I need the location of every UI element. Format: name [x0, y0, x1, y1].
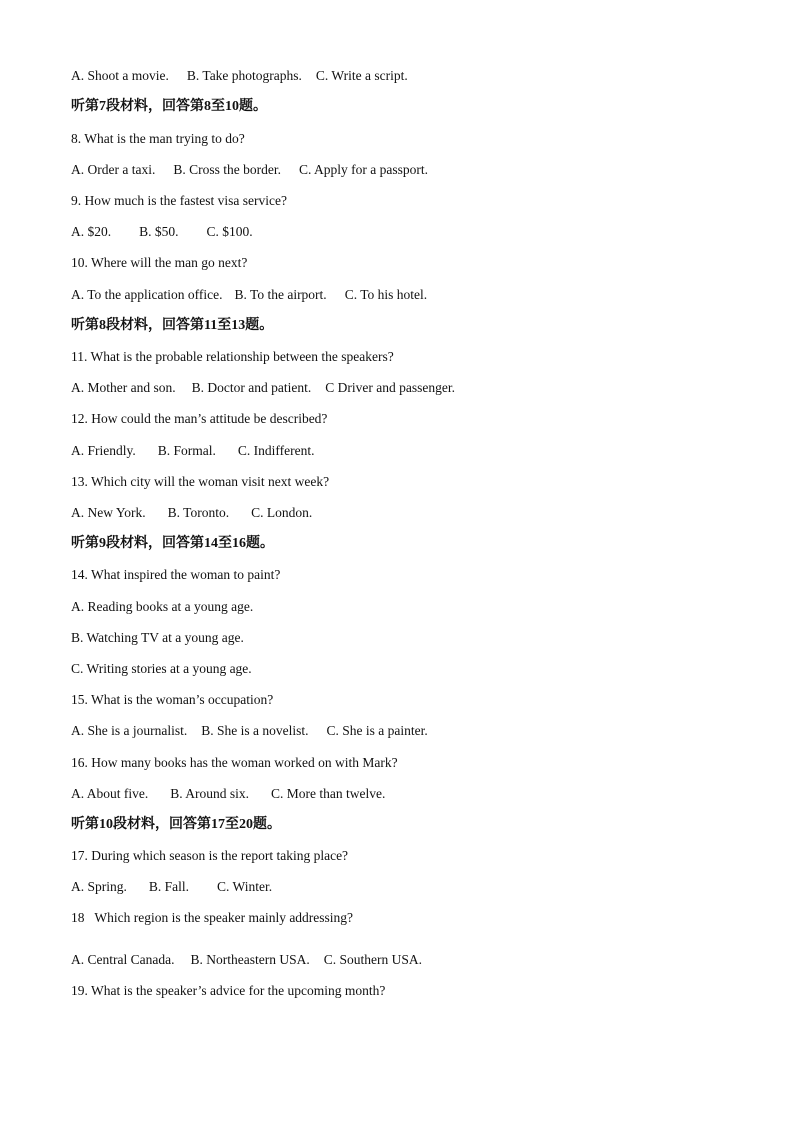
- option-a: A. $20.: [71, 224, 112, 239]
- option-a: A. Spring.: [71, 879, 127, 894]
- option-line: C. Writing stories at a young age.: [71, 661, 252, 676]
- option-c: C. Apply for a passport.: [298, 162, 428, 177]
- option-b: B. Cross the border.: [173, 162, 281, 177]
- option-b: B. To the airport.: [234, 287, 327, 302]
- option-b: B. Northeastern USA.: [190, 952, 310, 967]
- section-heading: 听第9段材料，回答第14至16题。: [71, 536, 274, 551]
- option-c: C. Southern USA.: [323, 952, 422, 967]
- option-c: C. $100.: [206, 224, 253, 239]
- options-line: [71, 286, 427, 304]
- section-heading: 听第8段材料，回答第11至13题。: [71, 318, 274, 333]
- option-b: B. Take photographs.: [186, 68, 302, 83]
- question-text: 10. Where will the man go next?: [71, 255, 248, 270]
- option-a: A. To the application office.: [71, 287, 223, 302]
- option-b: B. Toronto.: [167, 505, 230, 520]
- option-c: C. London.: [251, 505, 313, 520]
- option-b: B. Around six.: [170, 786, 250, 801]
- options-line: [71, 504, 312, 522]
- option-b: B. Doctor and patient.: [191, 380, 312, 395]
- options-line: [71, 785, 385, 803]
- options-line: [71, 223, 253, 241]
- options-line: [71, 722, 428, 740]
- option-a: A. Friendly.: [71, 443, 136, 458]
- options-line: [71, 878, 272, 896]
- section-heading: 听第7段材料，回答第8至10题。: [71, 99, 267, 114]
- option-a: A. New York.: [71, 505, 146, 520]
- option-b: B. $50.: [139, 224, 179, 239]
- question-text: 14. What inspired the woman to paint?: [71, 567, 281, 582]
- option-a: A. Central Canada.: [71, 952, 175, 967]
- option-b: B. She is a novelist.: [201, 723, 309, 738]
- question-text: 11. What is the probable relationship between the speakers?: [71, 349, 394, 364]
- question-text: 19. What is the speaker’s advice for the upcoming month?: [71, 983, 386, 998]
- question-text: 15. What is the woman’s occupation?: [71, 692, 274, 707]
- option-c: C. She is a painter.: [326, 723, 428, 738]
- option-line: A. Reading books at a young age.: [71, 599, 254, 614]
- question-text: 16. How many books has the woman worked on with Mark?: [71, 755, 398, 770]
- option-c: C. Write a script.: [315, 68, 408, 83]
- option-c: C. Indifferent.: [237, 443, 315, 458]
- options-line: [71, 161, 428, 179]
- option-b: B. Fall.: [148, 879, 190, 894]
- question-text: 9. How much is the fastest visa service?: [71, 193, 287, 208]
- section-heading: 听第10段材料，回答第17至20题。: [71, 817, 281, 832]
- question-text: 8. What is the man trying to do?: [71, 131, 245, 146]
- option-a: A. Order a taxi.: [71, 162, 156, 177]
- options-line: [71, 442, 315, 460]
- options-line: [71, 951, 422, 969]
- option-c: C. Winter.: [217, 879, 273, 894]
- option-c: C Driver and passenger.: [325, 380, 455, 395]
- option-a: A. About five.: [71, 786, 149, 801]
- option-a: A. Mother and son.: [71, 380, 176, 395]
- option-c: C. More than twelve.: [271, 786, 386, 801]
- question-text: 18 Which region is the speaker mainly addressing?: [71, 910, 354, 925]
- options-line: [71, 67, 408, 85]
- question-text: 17. During which season is the report taking place?: [71, 848, 349, 863]
- question-text: 13. Which city will the woman visit next week?: [71, 474, 330, 489]
- option-a: A. She is a journalist.: [71, 723, 188, 738]
- option-c: C. To his hotel.: [344, 287, 428, 302]
- option-a: A. Shoot a movie.: [71, 68, 169, 83]
- option-b: B. Formal.: [157, 443, 216, 458]
- options-line: [71, 379, 455, 397]
- option-line: B. Watching TV at a young age.: [71, 630, 244, 645]
- question-text: 12. How could the man’s attitude be described?: [71, 411, 328, 426]
